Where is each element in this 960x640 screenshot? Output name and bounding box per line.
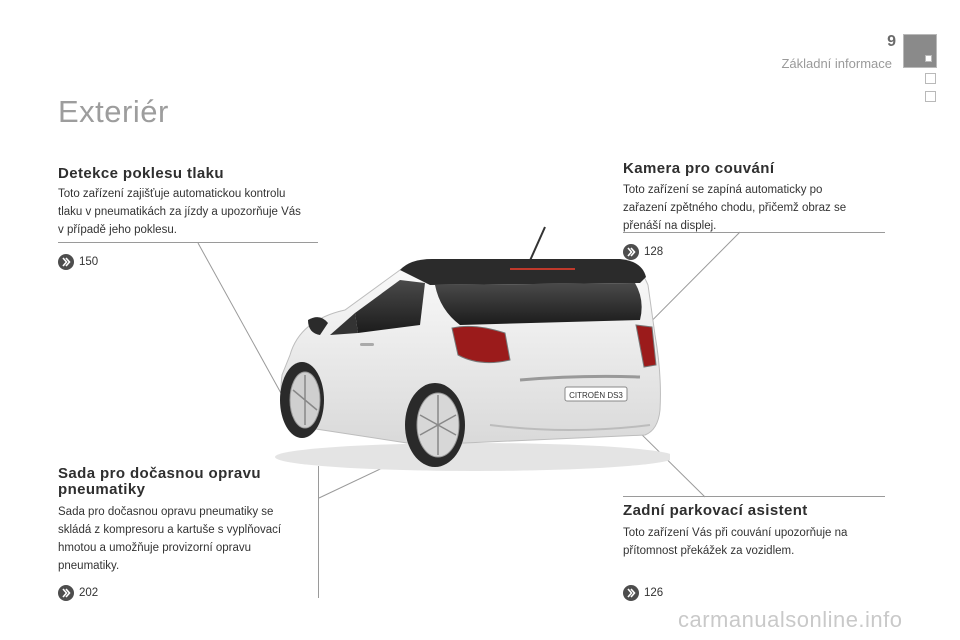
page-title: Exteriér <box>58 94 169 129</box>
car-illustration <box>260 225 670 485</box>
chevron-right-icon <box>58 254 74 270</box>
chevron-right-icon <box>58 585 74 601</box>
repair-kit-heading: Sada pro dočasnou opravu pneumatiky <box>58 465 261 498</box>
repair-kit-description: Sada pro dočasnou opravu pneumatiky se skládá z kompresoru a kartuše s vyplňovací hmotou a umožňuje provizorní opravu pneumatiky. <box>58 506 282 572</box>
repair-kit-page-number: 202 <box>79 587 99 599</box>
page-number: 9 <box>887 33 896 50</box>
parking-description: Toto zařízení Vás při couvání upozorňuje na přítomnost překážek za vozidlem. <box>623 527 848 557</box>
camera-heading: Kamera pro couvání <box>623 160 775 177</box>
watermark: carmanualsonline.info <box>678 607 903 632</box>
tpms-heading: Detekce poklesu tlaku <box>58 165 224 182</box>
parking-page-number: 126 <box>644 587 664 599</box>
camera-description: Toto zařízení se zapíná automaticky po zařazení zpětného chodu, přičemž obraz se přenáší na displej. <box>623 184 847 232</box>
tpms-page-number: 150 <box>79 256 99 268</box>
license-plate: CITROËN DS3 <box>569 391 623 400</box>
parking-heading: Zadní parkovací asistent <box>623 502 808 519</box>
parking-page-reference[interactable] <box>623 585 663 601</box>
parking-divider <box>623 496 885 497</box>
repair-kit-page-reference[interactable] <box>58 585 98 601</box>
section-title: Základní informace <box>781 56 892 71</box>
chevron-right-icon <box>623 585 639 601</box>
tpms-description: Toto zařízení zajišťuje automatickou kontrolu tlaku v pneumatikách za jízdy a upozorňuje Vás v případě jeho poklesu. <box>58 188 301 236</box>
tpms-page-reference[interactable] <box>58 254 98 270</box>
repair-kit-divider <box>318 466 319 598</box>
camera-page-number: 128 <box>644 246 664 258</box>
